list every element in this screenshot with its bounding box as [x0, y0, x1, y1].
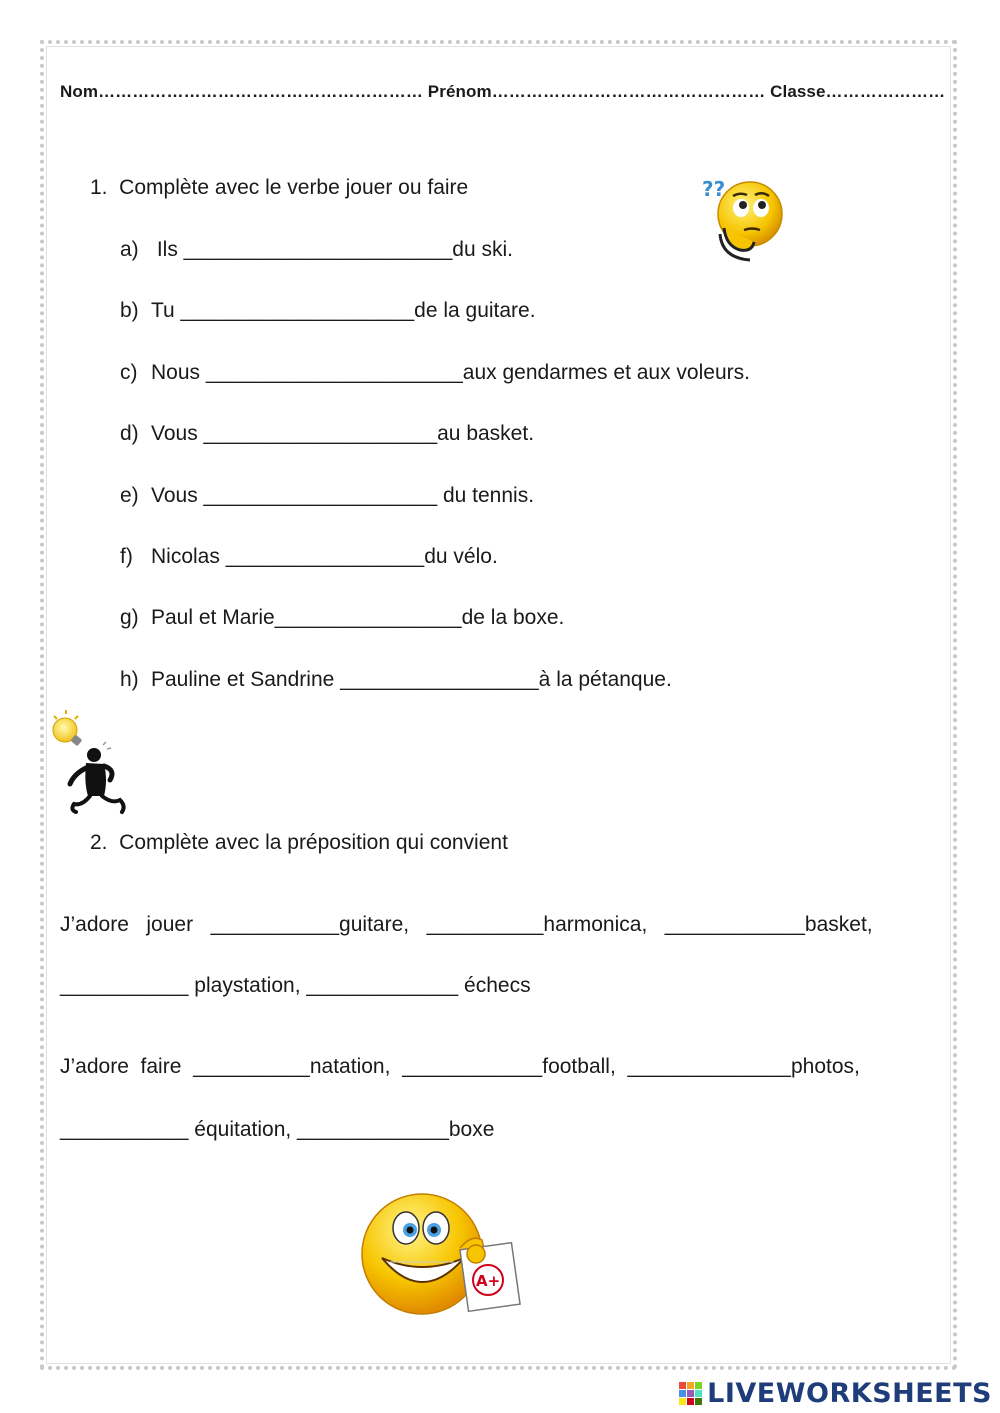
- item-sentence: Ils _______________________du ski.: [151, 238, 513, 261]
- exercise-1-item-a: [120, 238, 513, 262]
- exercise-2-line-1: J’adore jouer ___________guitare, __________harmonica, ____________basket,: [60, 913, 873, 936]
- logo-cell: [695, 1390, 702, 1397]
- item-letter: g): [120, 606, 139, 629]
- exercise-2-title: 2. Complète avec la préposition qui convient: [90, 831, 508, 854]
- exercise-1-item-d: [120, 422, 534, 446]
- logo-cell: [695, 1398, 702, 1405]
- liveworksheets-logo-icon: [679, 1382, 702, 1405]
- question-marks: ??: [702, 177, 726, 201]
- lightbulb-figure-icon: [48, 708, 133, 818]
- exercise-2-line-4: ___________ équitation, _____________boxe: [60, 1118, 495, 1141]
- exercise-2-line-3: J’adore faire __________natation, ____________football, ______________photos,: [60, 1055, 860, 1078]
- student-info-header: Nom………………………………………………… Prénom………………………………………… Classe…………………: [60, 82, 946, 101]
- item-letter: a): [120, 238, 139, 261]
- item-letter: f): [120, 545, 133, 568]
- item-sentence: Tu ____________________de la guitare.: [151, 299, 536, 322]
- exercise-1-item-h: [120, 668, 672, 692]
- exercise-1-item-c: [120, 361, 750, 385]
- logo-cell: [687, 1382, 694, 1389]
- exercise-1-item-g: [120, 606, 564, 630]
- item-sentence: Pauline et Sandrine _________________à la pétanque.: [151, 668, 672, 691]
- exercise-1-item-b: [120, 299, 536, 323]
- logo-cell: [679, 1390, 686, 1397]
- item-sentence: Vous ____________________ du tennis.: [151, 484, 535, 507]
- liveworksheets-watermark: [679, 1378, 992, 1409]
- item-letter: h): [120, 668, 139, 691]
- logo-cell: [687, 1390, 694, 1397]
- exercise-2-line-2: ___________ playstation, _____________ échecs: [60, 974, 531, 997]
- watermark-text: LIVEWORKSHEETS: [707, 1378, 992, 1409]
- happy-grade-face-icon: [360, 1188, 525, 1323]
- exercise-1-item-f: [120, 545, 498, 569]
- logo-cell: [687, 1398, 694, 1405]
- item-letter: b): [120, 299, 139, 322]
- item-sentence: Nous ______________________aux gendarmes et aux voleurs.: [151, 361, 750, 384]
- logo-cell: [679, 1382, 686, 1389]
- item-letter: e): [120, 484, 139, 507]
- item-sentence: Vous ____________________au basket.: [151, 422, 535, 445]
- item-letter: c): [120, 361, 138, 384]
- item-letter: d): [120, 422, 139, 445]
- item-sentence: Paul et Marie________________de la boxe.: [151, 606, 565, 629]
- thinking-face-icon: [700, 172, 790, 267]
- grade-text: A+: [476, 1272, 501, 1290]
- logo-cell: [695, 1382, 702, 1389]
- item-sentence: Nicolas _________________du vélo.: [151, 545, 498, 568]
- logo-cell: [679, 1398, 686, 1405]
- exercise-1-title: 1. Complète avec le verbe jouer ou faire: [90, 176, 469, 199]
- exercise-1-item-e: [120, 484, 534, 508]
